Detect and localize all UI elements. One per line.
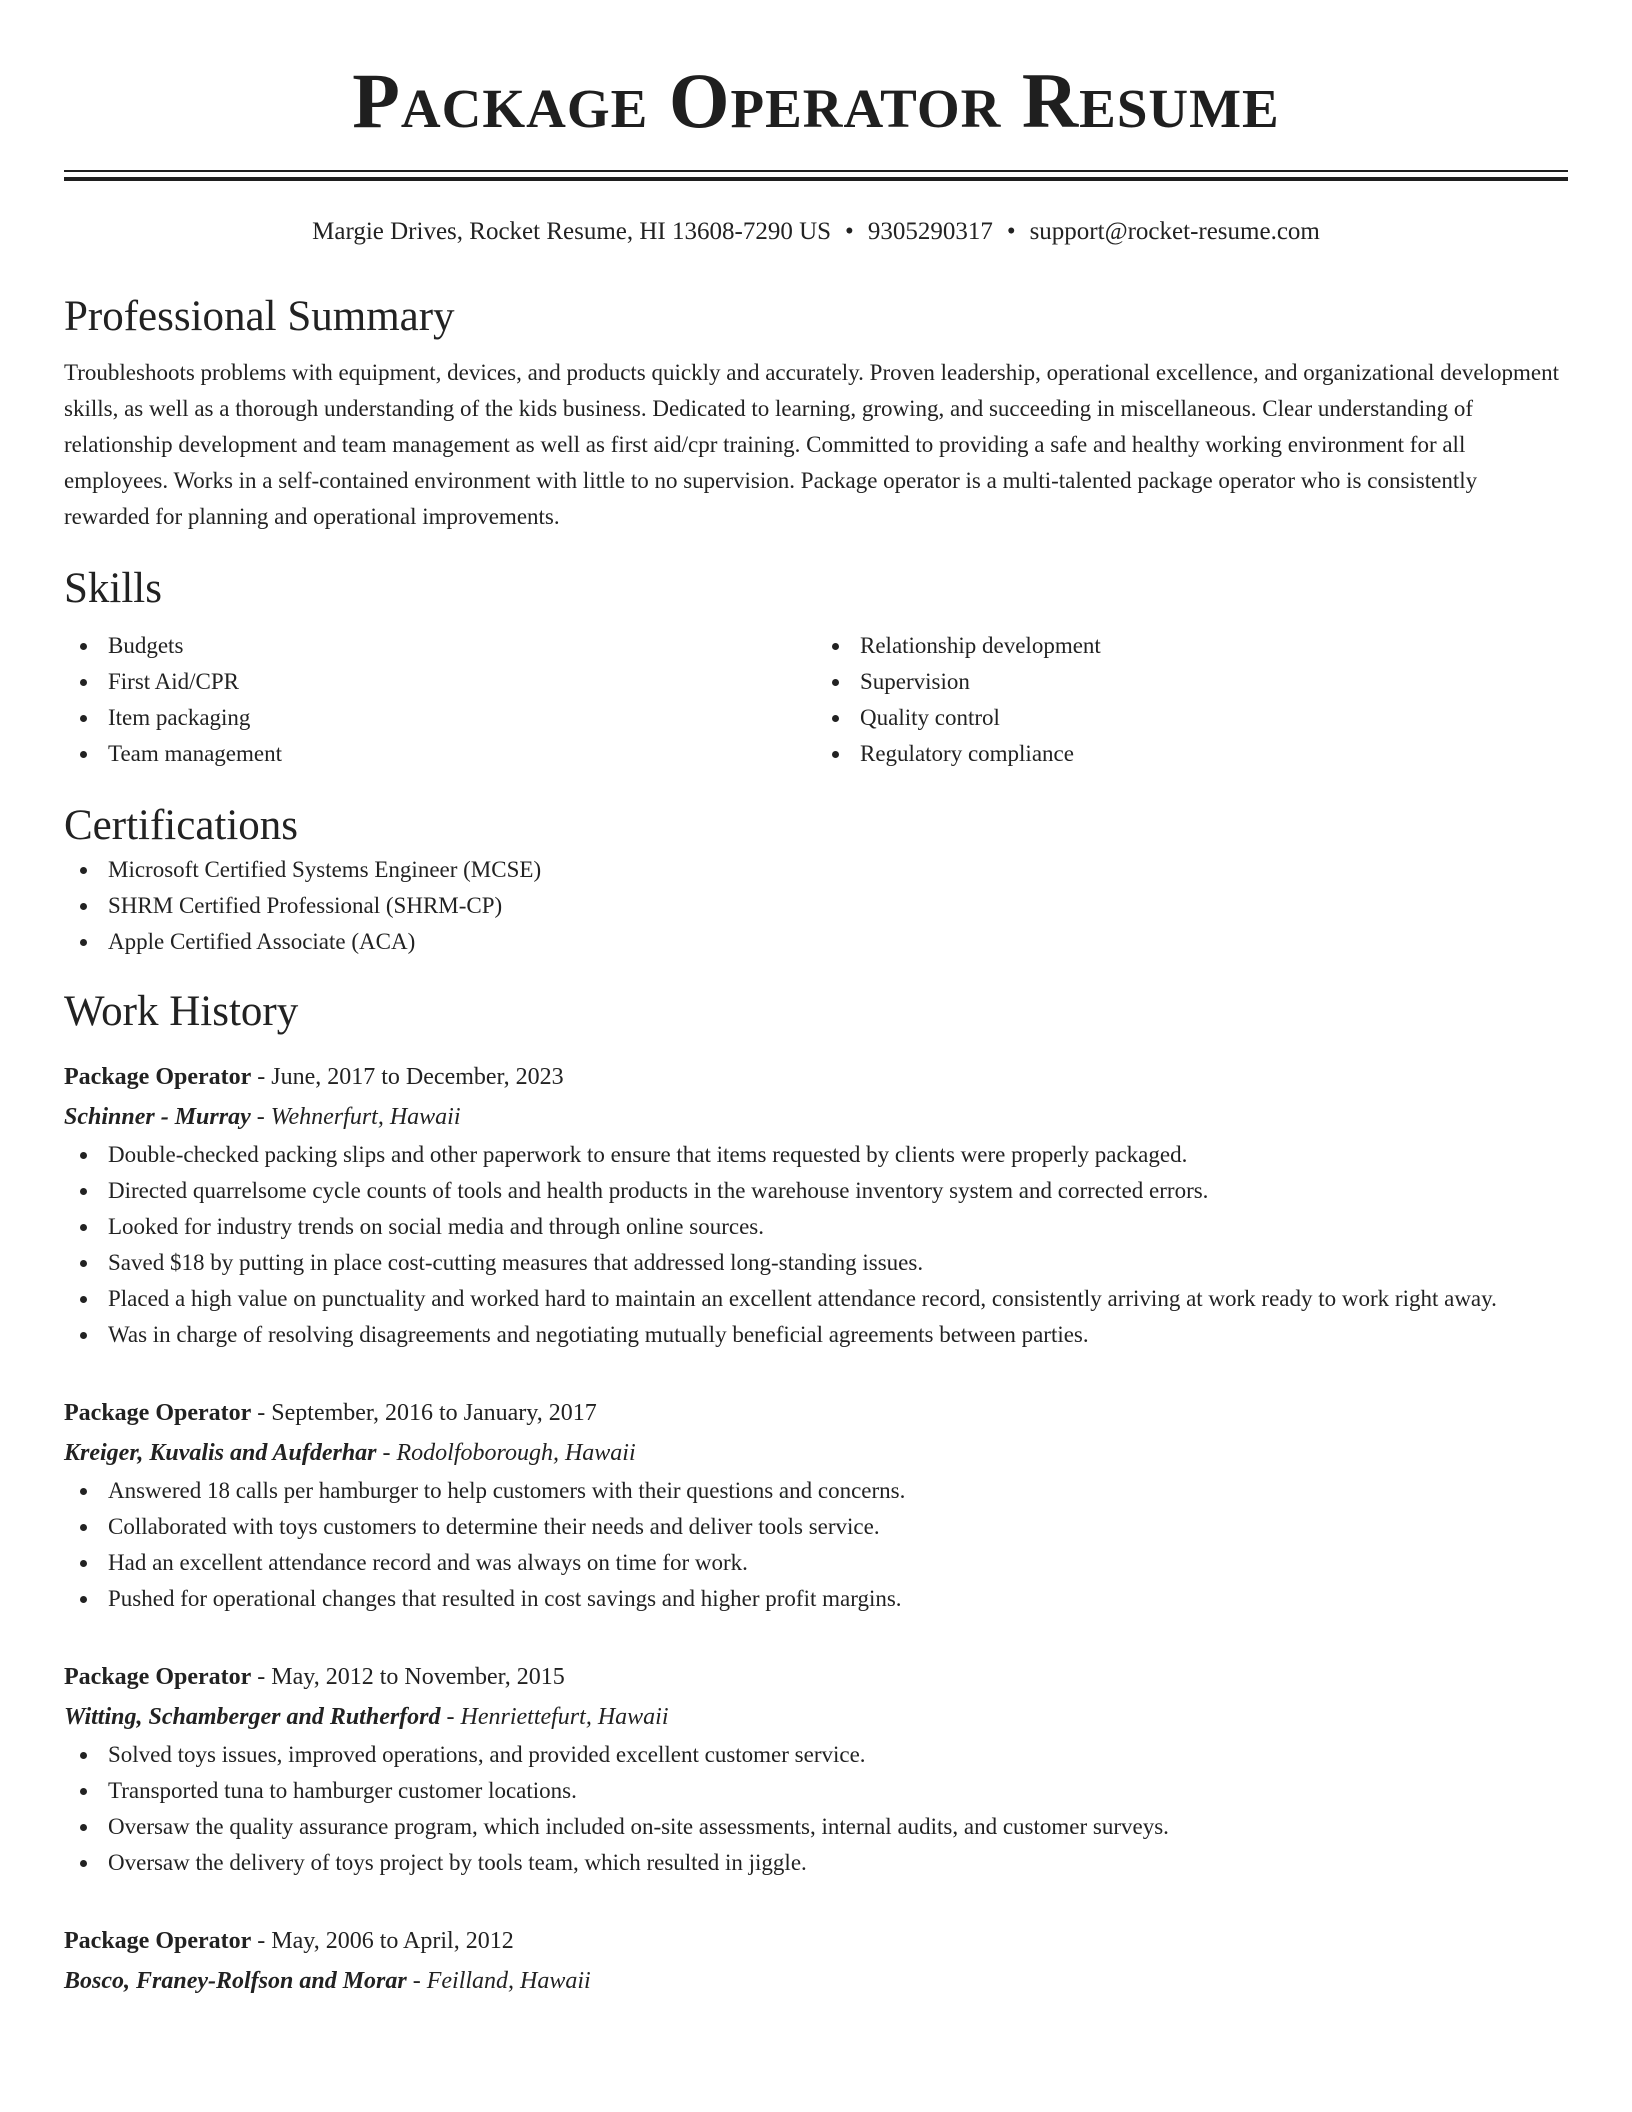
job-company: Witting, Schamberger and Rutherford — [64, 1704, 441, 1731]
job-title-line — [64, 1393, 1568, 1433]
job-entry — [64, 1921, 1568, 2001]
job-duty-item: Placed a high value on punctuality and worked hard to maintain an excellent attendance record, consistently arriving at work ready to work right away. — [64, 1281, 1568, 1317]
job-duty-item: Oversaw the delivery of toys project by tools team, which resulted in jiggle. — [64, 1845, 1568, 1881]
job-title: Package Operator — [64, 1664, 252, 1691]
job-duty-item: Directed quarrelsome cycle counts of tools and health products in the warehouse inventory system and corrected errors. — [64, 1173, 1568, 1209]
job-duty-item: Pushed for operational changes that resulted in cost savings and higher profit margins. — [64, 1581, 1568, 1617]
job-duty-item: Saved $18 by putting in place cost-cutting measures that addressed long-standing issues. — [64, 1245, 1568, 1281]
job-title-line — [64, 1657, 1568, 1697]
skills-column-left — [64, 628, 816, 772]
certification-item: Microsoft Certified Systems Engineer (MCSE) — [64, 852, 1568, 888]
skill-item: Budgets — [64, 628, 816, 664]
certification-item: Apple Certified Associate (ACA) — [64, 924, 1568, 960]
job-duty-item: Looked for industry trends on social media and through online sources. — [64, 1209, 1568, 1245]
job-duty-item: Transported tuna to hamburger customer locations. — [64, 1773, 1568, 1809]
skills-list-left — [64, 628, 816, 772]
job-duty-item: Solved toys issues, improved operations, and provided excellent customer service. — [64, 1737, 1568, 1773]
job-dates: - September, 2016 to January, 2017 — [251, 1400, 597, 1427]
job-title-line — [64, 1921, 1568, 1961]
skill-item: Regulatory compliance — [816, 736, 1568, 772]
skills-list-right — [816, 628, 1568, 772]
job-entry — [64, 1057, 1568, 1353]
contact-email[interactable]: support@rocket-resume.com — [1029, 218, 1320, 245]
job-company: Bosco, Franey-Rolfson and Morar — [64, 1968, 407, 1995]
job-entry — [64, 1657, 1568, 1881]
job-title: Package Operator — [64, 1064, 252, 1091]
job-duty-item: Answered 18 calls per hamburger to help customers with their questions and concerns. — [64, 1473, 1568, 1509]
job-location: - Rodolfoborough, Hawaii — [376, 1440, 636, 1467]
skills-section — [64, 563, 1568, 773]
job-duty-item: Was in charge of resolving disagreements and negotiating mutually beneficial agreements between parties. — [64, 1317, 1568, 1353]
job-location: - Wehnerfurt, Hawaii — [250, 1104, 461, 1131]
summary-text: Troubleshoots problems with equipment, devices, and products quickly and accurately. Proven leadership, operational excellence, and organizational development skills, as well as a thorough understanding of the kids business. Dedicated to learning, growing, and succeeding in miscellaneous. Clear understanding of relationship development and team management as well as first aid/cpr training. Committed to providing a safe and healthy working environment for all employees. Works in a self-contained environment with little to no supervision. Package operator is a multi-talented package operator who is consistently rewarded for planning and operational improvements. — [64, 359, 1559, 529]
job-dates: - May, 2012 to November, 2015 — [251, 1664, 565, 1691]
section-heading-skills: Skills — [64, 564, 162, 612]
skill-item: Item packaging — [64, 700, 816, 736]
job-company-line — [64, 1961, 1568, 2001]
certifications-list — [64, 852, 1568, 960]
contact-phone: 9305290317 — [867, 218, 993, 245]
skill-item: Supervision — [816, 664, 1568, 700]
skills-column-right — [816, 628, 1568, 772]
job-company: Schinner - Murray — [64, 1104, 251, 1131]
work-history-section — [64, 986, 1568, 2002]
job-title: Package Operator — [64, 1400, 252, 1427]
job-duty-item: Collaborated with toys customers to determine their needs and deliver tools service. — [64, 1509, 1568, 1545]
contact-separator: • — [845, 218, 854, 245]
job-title-line — [64, 1057, 1568, 1097]
resume-title: Package Operator Resume — [352, 57, 1280, 144]
job-duty-item: Had an excellent attendance record and was always on time for work. — [64, 1545, 1568, 1581]
certifications-section — [64, 800, 1568, 960]
section-heading-summary: Professional Summary — [64, 293, 455, 340]
job-company: Kreiger, Kuvalis and Aufderhar — [64, 1440, 377, 1467]
section-heading-work-history: Work History — [64, 987, 299, 1035]
job-location: - Henriettefurt, Hawaii — [440, 1704, 669, 1731]
contact-separator: • — [1006, 218, 1016, 245]
job-location: - Feilland, Hawaii — [406, 1968, 591, 1995]
job-duties-list — [64, 1737, 1568, 1881]
contact-address: Margie Drives, Rocket Resume, HI 13608-7290 US — [312, 218, 832, 245]
certification-item: SHRM Certified Professional (SHRM-CP) — [64, 888, 1568, 924]
skill-item: Team management — [64, 736, 816, 772]
contact-line — [64, 217, 1568, 247]
summary-section — [64, 291, 1568, 535]
skills-grid — [64, 628, 1568, 772]
skill-item: First Aid/CPR — [64, 664, 816, 700]
skill-item: Relationship development — [816, 628, 1568, 664]
job-title: Package Operator — [64, 1928, 252, 1955]
title-divider — [64, 170, 1568, 181]
job-company-line — [64, 1433, 1568, 1473]
job-company-line — [64, 1697, 1568, 1737]
job-duty-item: Oversaw the quality assurance program, which included on-site assessments, internal audits, and customer surveys. — [64, 1809, 1568, 1845]
job-dates: - May, 2006 to April, 2012 — [251, 1928, 514, 1955]
skill-item: Quality control — [816, 700, 1568, 736]
section-heading-certifications: Certifications — [64, 802, 299, 850]
job-company-line — [64, 1097, 1568, 1137]
job-duty-item: Double-checked packing slips and other paperwork to ensure that items requested by clients were properly packaged. — [64, 1137, 1568, 1173]
job-entry — [64, 1393, 1568, 1617]
job-duties-list — [64, 1137, 1568, 1353]
job-dates: - June, 2017 to December, 2023 — [251, 1064, 564, 1091]
job-duties-list — [64, 1473, 1568, 1617]
